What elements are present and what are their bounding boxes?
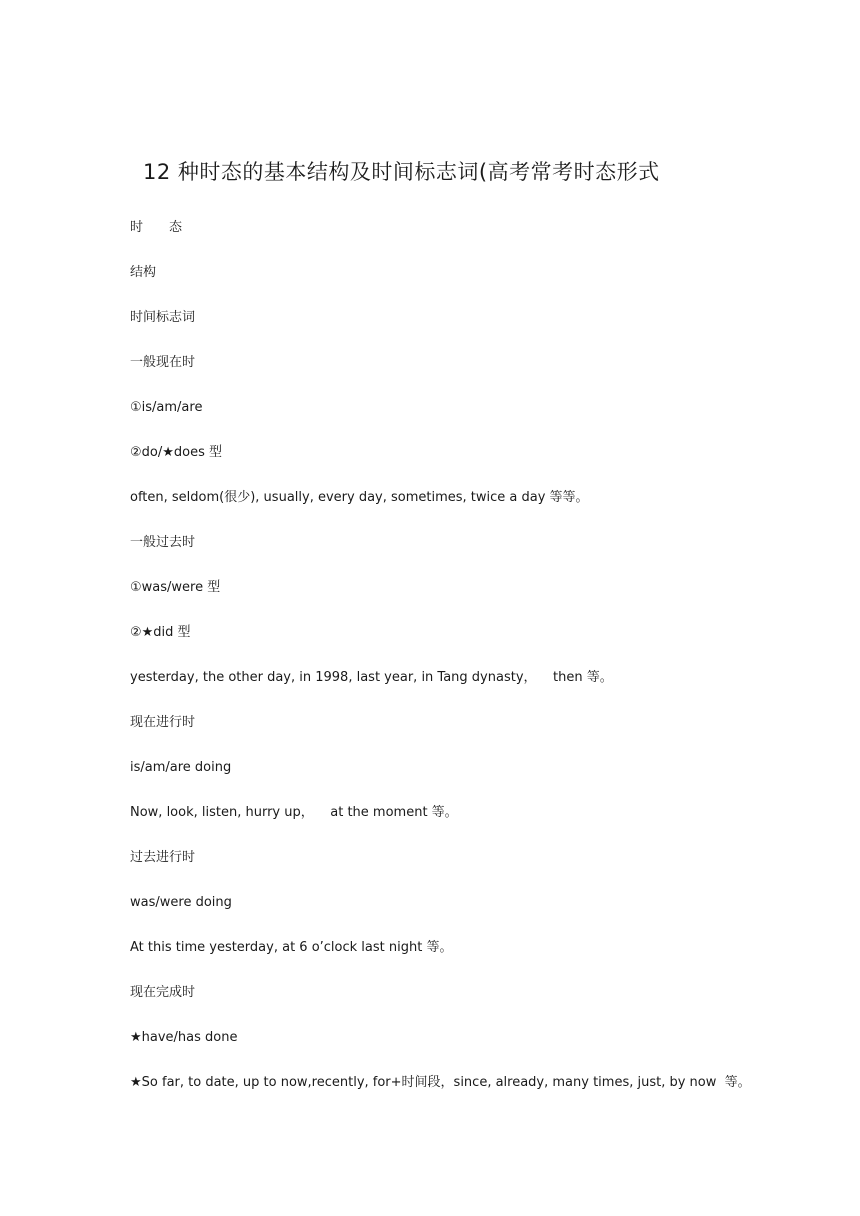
tense-time-markers: At this time yesterday, at 6 o’clock last night 等。 (130, 940, 453, 955)
tense-time-markers: often, seldom(很少), usually, every day, sometimes, twice a day 等等。 (130, 490, 589, 505)
tense-name: 过去进行时 (130, 850, 196, 865)
document-title: 12 种时态的基本结构及时间标志词(高考常考时态形式 (143, 160, 660, 184)
tense-time-markers: Now, look, listen, hurry up， at the moment 等。 (130, 805, 458, 820)
tense-name: 一般现在时 (130, 355, 196, 370)
tense-structure: ①is/am/are (130, 400, 203, 415)
tense-structure: is/am/are doing (130, 760, 232, 775)
header-tense: 时 态 (130, 220, 183, 235)
tense-name: 现在进行时 (130, 715, 196, 730)
tense-structure: ★have/has done (130, 1030, 238, 1045)
tense-structure: ①was/were 型 (130, 580, 221, 595)
tense-structure: was/were doing (130, 895, 232, 910)
tense-name: 一般过去时 (130, 535, 196, 550)
tense-time-markers: yesterday, the other day, in 1998, last year, in Tang dynasty， then 等。 (130, 670, 613, 685)
header-structure: 结构 (130, 265, 157, 280)
tense-time-markers: ★So far, to date, up to now,recently, for+时间段，since, already, many times, just, by now 等。 (130, 1075, 751, 1090)
tense-name: 现在完成时 (130, 985, 196, 1000)
tense-structure: ②do/★does 型 (130, 445, 223, 460)
header-time-markers: 时间标志词 (130, 310, 196, 325)
tense-structure: ②★did 型 (130, 625, 191, 640)
